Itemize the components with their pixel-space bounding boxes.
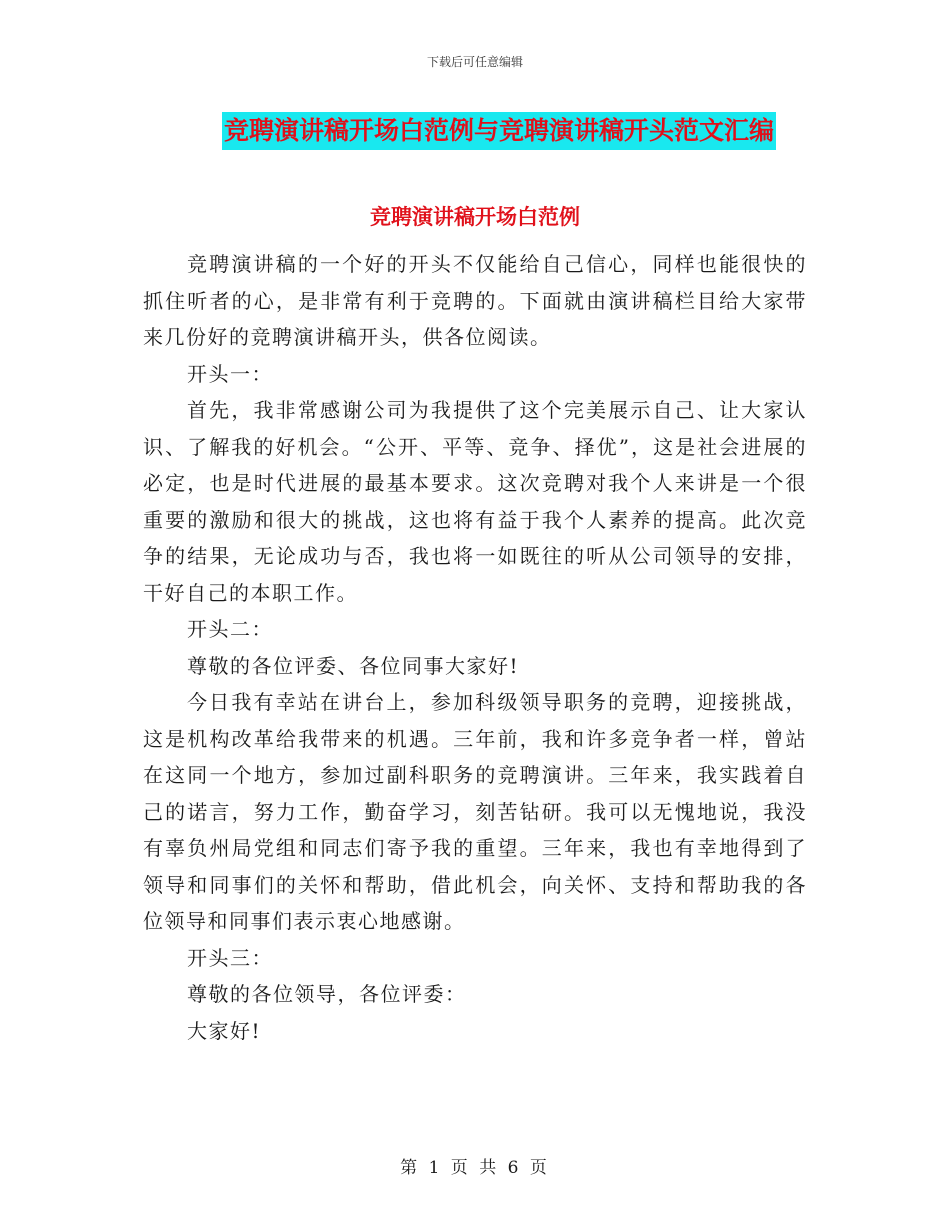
section-title: 竞聘演讲稿开场白范例 [370, 204, 580, 229]
paragraph-greeting-two: 尊敬的各位评委、各位同事大家好! [187, 653, 520, 678]
paragraph-greeting-three: 尊敬的各位领导，各位评委： [187, 982, 467, 1006]
body-text [143, 246, 807, 1049]
paragraph-opening-two: 今日我有幸站在讲台上，参加科级领导职务的竞聘，迎接挑战，这是机构改革给我带来的机遇。三年前，我和许多竞争者一样，曾站在这同一个地方，参加过副科职务的竞聘演讲。三年来，我实践着自己的诺言，努力工作，勤奋学习，刻苦钻研。我可以无愧地说，我没有辜负州局党组和同志们寄予我的重望。三年来，我也有幸地得到了领导和同事们的关怀和帮助，借此机会，向关怀、支持和帮助我的各位领导和同事们表示衷心地感谢。 [143, 690, 807, 933]
paragraph-heading-three: 开头三： [187, 945, 273, 970]
page-footer: 第 1 页 共 6 页 [400, 1158, 550, 1178]
main-title: 竞聘演讲稿开场白范例与竞聘演讲稿开头范文汇编 [222, 112, 776, 150]
paragraph-heading-one: 开头一： [187, 361, 273, 386]
page-header-note: 下载后可任意编辑 [426, 55, 523, 69]
paragraph-opening-one: 首先，我非常感谢公司为我提供了这个完美展示自己、让大家认识、了解我的好机会。“公开、平等、竞争、择优”，这是社会进展的必定，也是时代进展的最基本要求。这次竞聘对我个人来讲是一个很重要的激励和很大的挑战，这也将有益于我个人素养的提高。此次竞争的结果，无论成功与否，我也将一如既往的听从公司领导的安排，干好自己的本职工作。 [143, 398, 807, 605]
paragraph-hello: 大家好! [187, 1018, 262, 1043]
paragraph-intro: 竞聘演讲稿的一个好的开头不仅能给自己信心，同样也能很快的抓住听者的心，是非常有利于竞聘的。下面就由演讲稿栏目给大家带来几份好的竞聘演讲稿开头，供各位阅读。 [143, 252, 807, 349]
main-title-container [0, 112, 950, 150]
paragraph-heading-two: 开头二： [187, 617, 273, 641]
